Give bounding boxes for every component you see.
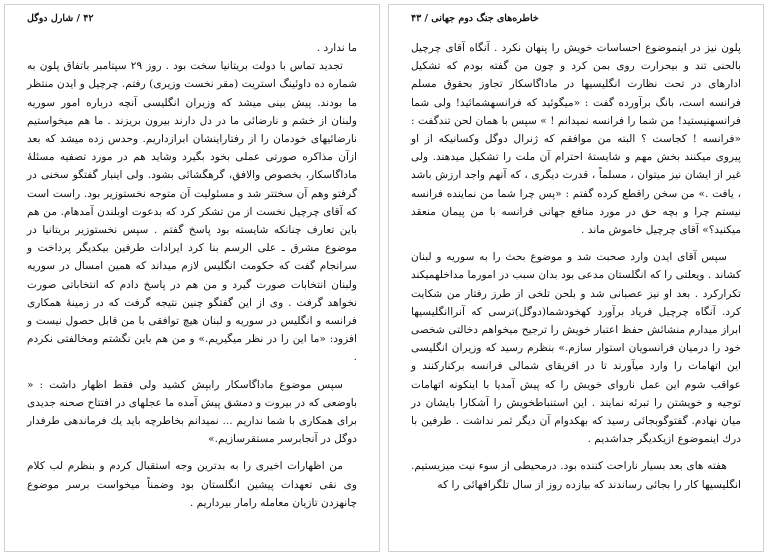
left-page xyxy=(4,4,380,552)
right-paragraph-1: پلون نیز در اینموضوع احساسات خویش را پنهان نکرد . آنگاه آقای چرچیل بالحنی تند و بیحرارت روی بمن کرد و چون من گفته بودم که تشکیل ادارهای در تحت نظارت انگلیسیها در ماداگاسکار تجاوز بحقوق مسلم فرانسه است، بانگ برآورده گفت : «میگوئید که فرانسهشمائید! ولی شما فرانسهنیستید! من شما را فرانسه نمیدانم ! » سپس با همان لحن تندگفت : «فرانسه ! کجاست ؟ البته من موافقم که ژنرال دوگل وکسانیکه از او پیروی میکنند بخش مهم و شایستهٔ احترام آن ملت را تشکیل میدهند. ولی غیر از ایشان نیز میتوان ، مسلماً ، قدرت دیگری ، که آنهم واجد ارزش باشد ، یافت .» من سخن راقطع کرده گفتم : «پس چرا شما من نماینده فرانسه نیستم چرا و بچه حق در مورد منافع جهانی فرانسه با من پیمان منعقد میکنید؟» آقای چرچیل خاموش ماند . xyxy=(411,42,741,237)
left-paragraph-3: سپس موضوع ماداگاسکار رابپش کشید ولی فقط اظهار داشت : « باوضعی که در بیروت و دمشق پیش آمده ما عجلهای در افتتاح صحنه جدیدی برای همکاری با شما نداریم ... نمیدانم بخاطرچه باید یك فرماندهی طرفدار دوگل در آنجابرسر مستقرسازیم.» xyxy=(27,378,357,446)
left-paragraph-4: من اظهارات اخیری را به بدترین وجه استقبال کردم و بنظرم لب کلام وی نقی تعهدات پیشین انگلستان بود وضمناً میخواست برسر موضوع چانهزدن تازیان معامله رامار بیرداریم . xyxy=(27,460,357,509)
right-page xyxy=(388,4,764,552)
left-paragraph-1: ما ندارد . xyxy=(316,42,357,54)
left-page-body xyxy=(27,39,357,545)
right-page-body xyxy=(411,39,741,545)
right-page-header xyxy=(411,13,741,31)
left-page-header-text: ۴۲ / شارل دوگل xyxy=(27,13,94,24)
left-paragraph-2: تجدید تماس با دولت بریتانیا سخت بود . روز ۲۹ سپتامبر باتفاق پلون به شماره ده داوئینگ استریت (مقر نخست وزیری) رفتم. چرچیل و ایدن منتظر ما بودند. پیش بینی میشد که وزیران انگلیسی آنچه درباره امور سوریه ولبنان از خشم و نارضائی ما در دل دارند بیرون بریزند . ما هم میخواستیم نارضائیهای خودمان را از رفتاراینشان ابرازداریم. وحدس زده میشد که بعد ازآن مذاکره صورتی عملی بخود بگیرد وشاید هم در مورد تصفیه مسئلهٔ ماداگاسکار، بخصوص والافق، گرهگشائی بشود. ولی اینبار گفتگو سخنی در گرفتو وهم آن سختتر شد و مسئولیت آن متوجه نخستوزیر بود. راست است که آقای چرچیل نخست از من تشکر کرد که بدعوت اوبلندن آمدهام. من هم باین تعارف چنانکه شایسته بود پاسخ گفتم . سپس نخستوزیر بریتانیا در موضوع مشرق ـ علی الرسم بنا کرد ایرادات طرفین بیکدیگر پرداخت و سرانجام گفت که حکومت انگلیس لازم میداند که همین امسال در سوریه ولبنان انتخابات صورت گیرد و من هم در پاسخ دادم که انتخاباتی صورت نخواهد گرفت . وی از این گفتگو چنین نتیجه گرفت که در زمینهٔ همکاری فرانسه و انگلیس در سوریه و لبنان هیچ توافقی با من قابل حصول نیست و افزود: «ما این را در نظر میگیریم.» و من هم باین نگشتم ومخالفتی نکردم . xyxy=(27,60,357,364)
right-paragraph-3: هفته های بعد بسیار ناراحت کننده بود. درمحیطی از سوء نیت میزیستیم. انگلیسیها کار را بجائی رساندند که بیازده روز از سال تلگرافهائی را که xyxy=(411,460,741,491)
page-gutter xyxy=(382,0,386,558)
right-paragraph-2: سپس آقای ایدن وارد صحبت شد و موضوع بحث را به سوریه و لبنان کشاند . ویعلتی را که انگلستان مدعی بود بدان سبب در امورما مداخلهمیکند تکرارکرد . بعد او نیز عصبانی شد و بلحن تلخی از طرز رفتار من شکایت کرد. آنگاه چرچیل فریاد برآورد کهخودشما(دوگل)ترسی که آنراانگلیسیها ابراز میدارم منشائش حفظ اعتبار خویش را ترجیح میخواهم دخالتی شخصی خود را درمیان فرانسویان استوار سازم.» بنظرم رسید که وزیران انگلیسی این اتهامات را وارد میآورند تا در افریقای شمالی فرانسه برکنارکنند و عواقب شوم این عمل ناروای خویش را که پیش آمدیا با اینکونه اتهامات توجیه و خویشتن را تبرئه نمایند . این استنباطخویش را آشکارا بایشان در میان نهادم. گفتوگوبجائی رسید که بهکدوام آن دیگر ثمر نداشت . طرفین با درك اینموضوع ازیکدیگر جداشدیم . xyxy=(411,251,741,446)
left-page-header xyxy=(27,13,357,31)
right-page-header-text: خاطره‌های جنگ دوم جهانی / ۴۳ xyxy=(411,13,539,24)
